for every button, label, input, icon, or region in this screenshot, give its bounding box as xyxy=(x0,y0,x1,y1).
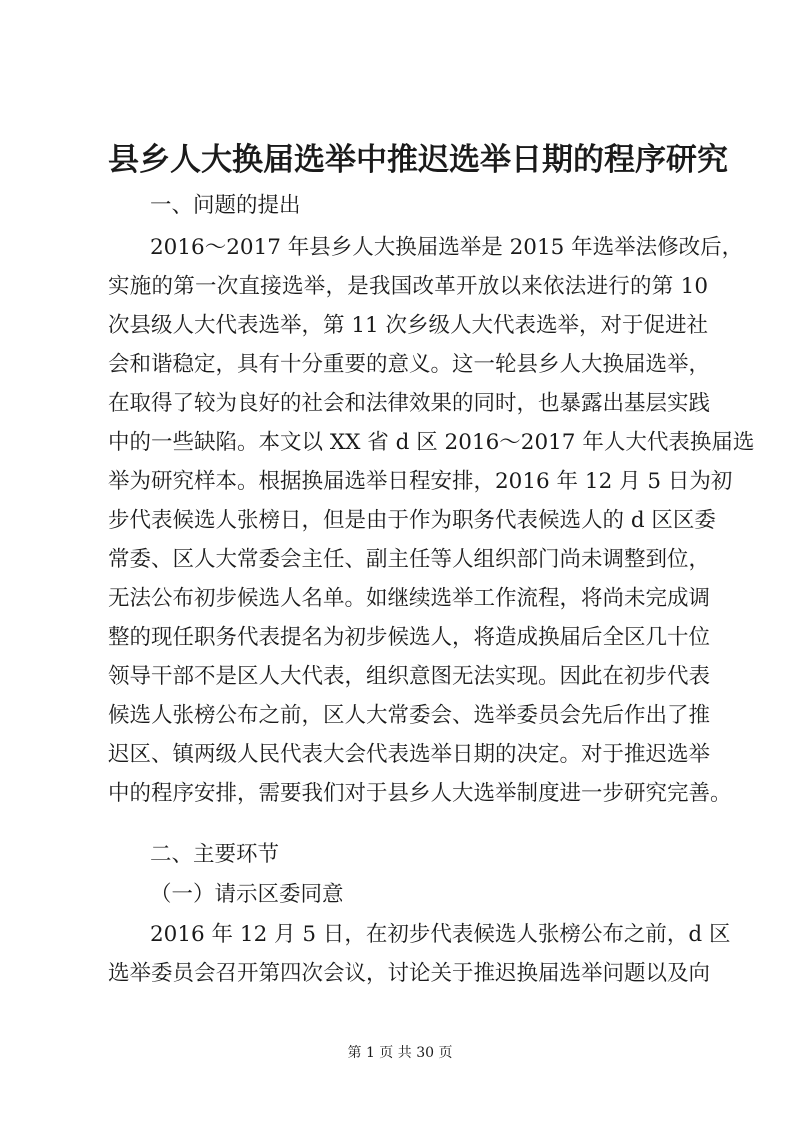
section-heading-2: 二、主要环节 xyxy=(150,842,280,867)
page-footer: 第 1 页 共 30 页 xyxy=(347,1045,453,1061)
paragraph-line: 无法公布初步候选人名单。如继续选举工作流程，将尚未完成调 xyxy=(108,586,711,611)
paragraph-line: 候选人张榜公布之前，区人大常委会、选举委员会先后作出了推 xyxy=(108,703,711,728)
paragraph-line: 步代表候选人张榜日，但是由于作为职务代表候选人的 d 区区委 xyxy=(108,508,716,533)
paragraph-line: 迟区、镇两级人民代表大会代表选举日期的决定。对于推迟选举 xyxy=(108,742,711,767)
paragraph-line: 选举委员会召开第四次会议，讨论关于推迟换届选举问题以及向 xyxy=(108,961,711,986)
paragraph-line: 2016～2017 年县乡人大换届选举是 2015 年选举法修改后， xyxy=(150,235,744,260)
subsection-heading: （一）请示区委同意 xyxy=(150,882,344,907)
paragraph-line: 实施的第一次直接选举，是我国改革开放以来依法进行的第 10 xyxy=(108,274,708,299)
paragraph-line: 常委、区人大常委会主任、副主任等人组织部门尚未调整到位， xyxy=(108,547,711,572)
paragraph-line: 次县级人大代表选举，第 11 次乡级人大代表选举，对于促进社 xyxy=(108,313,709,338)
paragraph-line: 2016 年 12 月 5 日，在初步代表候选人张榜公布之前，d 区 xyxy=(150,922,731,947)
paragraph-line: 领导干部不是区人大代表，组织意图无法实现。因此在初步代表 xyxy=(108,664,711,689)
section-heading-1: 一、问题的提出 xyxy=(150,193,301,218)
paragraph-line: 在取得了较为良好的社会和法律效果的同时，也暴露出基层实践 xyxy=(108,391,711,416)
document-title: 县乡人大换届选举中推迟选举日期的程序研究 xyxy=(108,142,728,178)
paragraph-line: 整的现任职务代表提名为初步候选人，将造成换届后全区几十位 xyxy=(108,625,711,650)
paragraph-line: 中的程序安排，需要我们对于县乡人大选举制度进一步研究完善。 xyxy=(108,781,732,806)
paragraph-line: 会和谐稳定，具有十分重要的意义。这一轮县乡人大换届选举， xyxy=(108,352,711,377)
paragraph-line: 举为研究样本。根据换届选举日程安排，2016 年 12 月 5 日为初 xyxy=(108,469,733,494)
paragraph-line: 中的一些缺陷。本文以 XX 省 d 区 2016～2017 年人大代表换届选 xyxy=(108,430,755,455)
